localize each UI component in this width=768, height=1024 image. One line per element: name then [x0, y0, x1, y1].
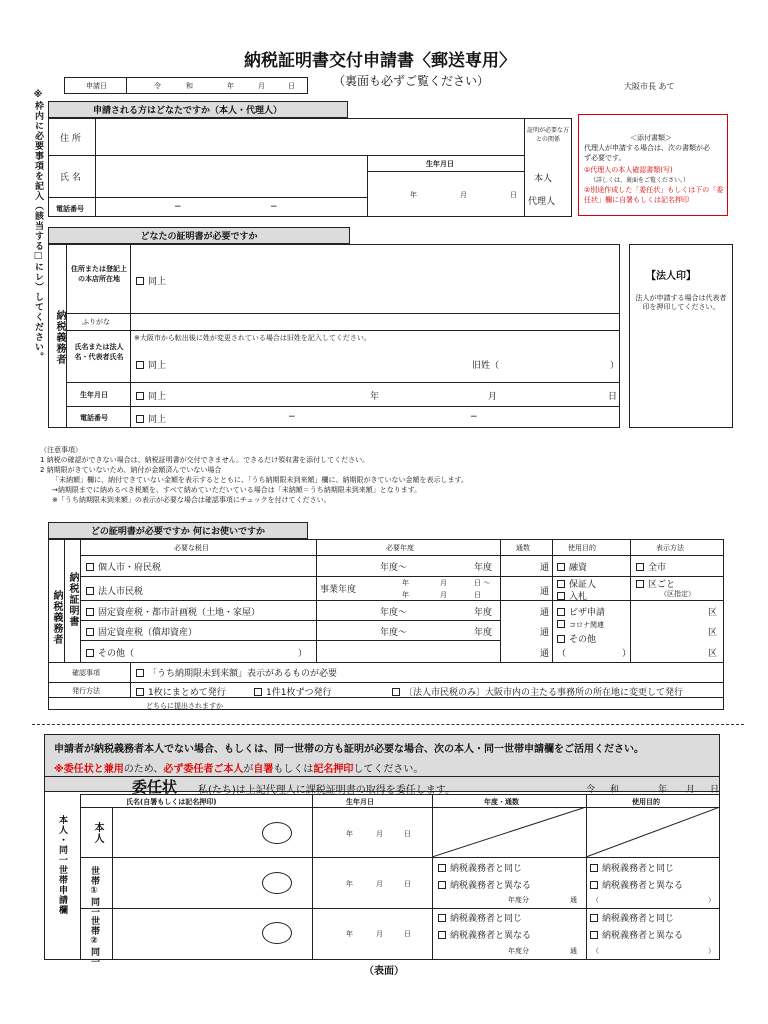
section1-header: 申請される方はどなたですか（本人・代理人）	[48, 101, 348, 118]
member2-year-diff[interactable]: 納税義務者と異なる	[438, 928, 531, 941]
form-title: 納税証明書交付申請書〈郵送専用〉	[244, 51, 516, 71]
notes: （注意事項） 1 納税の確認ができない場合は、納税証明書が交付できません。できるだけ領収書を添付してください。 2 納期限がきていないため、納付が金額済んでいない場合 「未納額」欄に、納付できていない金額を表示するとともに、「うち納期限未到来額」欄に、納期限がきていない金額を表示します。 →納期限までに納めるべき税額を、すべて納めていただいている場合は「未納額＝うち納期限未到来額」となります。 ※「うち納期限未到来額」の表示が必要な場合は確認事項にチェックを付けてください。	[40, 446, 468, 504]
birth-same-check[interactable]: 同上	[136, 389, 166, 402]
phone-same-check[interactable]: 同上	[136, 412, 166, 425]
member2-year-same[interactable]: 納税義務者と同じ	[438, 911, 522, 924]
member1-year-same[interactable]: 納税義務者と同じ	[438, 861, 522, 874]
disp-all[interactable]: 全市	[636, 560, 666, 573]
method-single[interactable]: 1枚にまとめて発行	[136, 685, 226, 698]
member2-use-same[interactable]: 納税義務者と同じ	[590, 911, 674, 924]
member1-use-diff[interactable]: 納税義務者と異なる	[590, 878, 683, 891]
use-loan[interactable]: 融資	[557, 560, 587, 573]
section2-header: どなたの証明書が必要ですか	[48, 227, 350, 244]
relation-dairinin[interactable]: 代理人	[528, 197, 556, 207]
method-each[interactable]: 1件1枚ずつ発行	[254, 685, 331, 698]
diagonal-lines	[432, 807, 720, 857]
inin-title: 委任状	[132, 778, 178, 796]
use-guarantor[interactable]: 保証人	[557, 577, 596, 590]
seal-circle-2[interactable]	[262, 872, 292, 894]
seal-circle-3[interactable]	[262, 922, 292, 944]
use-corona[interactable]: コロナ関連	[557, 620, 604, 630]
member1-year-diff[interactable]: 納税義務者と異なる	[438, 878, 531, 891]
page-footer: （表面）	[364, 966, 404, 977]
tax-other-check[interactable]: その他（	[86, 646, 134, 659]
use-bid[interactable]: 入札	[557, 589, 587, 602]
section3-header: どの証明書が必要ですか 何にお使いですか	[48, 522, 308, 539]
name-label: 氏 名	[60, 173, 81, 183]
tax-kojin-check[interactable]: 個人市・府民税	[86, 560, 161, 573]
date-label: 申請日	[86, 82, 107, 90]
name-input[interactable]	[97, 157, 365, 195]
member2-use-diff[interactable]: 納税義務者と異なる	[590, 928, 683, 941]
addressee: 大阪市長 あて	[624, 82, 675, 91]
addr-same-check[interactable]: 同上	[136, 274, 166, 287]
address-input[interactable]	[97, 120, 521, 153]
use-other[interactable]: その他	[557, 632, 596, 645]
confirm-check[interactable]: 「うち納期限未到来額」表示があるものが必要	[136, 666, 337, 679]
taxpayer-side-label: 納税義務者	[54, 310, 65, 365]
disp-ward[interactable]: 区ごと	[636, 577, 675, 590]
cut-line	[32, 724, 744, 725]
relation-honnin[interactable]: 本人	[534, 174, 553, 184]
tax-shokyaku-check[interactable]: 固定資産税（償却資産）	[86, 625, 197, 638]
side-instruction: ※枠内に必要事項を記入（該当する□にレ）してください。	[33, 90, 43, 362]
relation-label: 証明が必要な方との関係	[526, 127, 569, 143]
birth-label: 生年月日	[426, 160, 454, 168]
tax-hojin-check[interactable]: 法人市民税	[86, 584, 143, 597]
address-label: 住 所	[60, 134, 81, 144]
method-address[interactable]: 〔法人市民税のみ〕大阪市内の主たる事務所の所在地に変更して発行	[392, 685, 683, 698]
banner-line2: ※委任状と兼用のため、必ず委任者ご本人が自署もしくは記名押印してください。	[54, 764, 424, 775]
form-subtitle: （裏面も必ずご覧ください）	[333, 74, 490, 88]
use-visa[interactable]: ビザ申請	[557, 605, 605, 618]
seal-circle-1[interactable]	[262, 822, 292, 844]
tax-kotei-check[interactable]: 固定資産税・都市計画税（土地・家屋）	[86, 605, 260, 618]
phone-label: 電話番号	[56, 205, 84, 213]
name-same-check[interactable]: 同上	[136, 358, 166, 371]
member1-use-same[interactable]: 納税義務者と同じ	[590, 861, 674, 874]
